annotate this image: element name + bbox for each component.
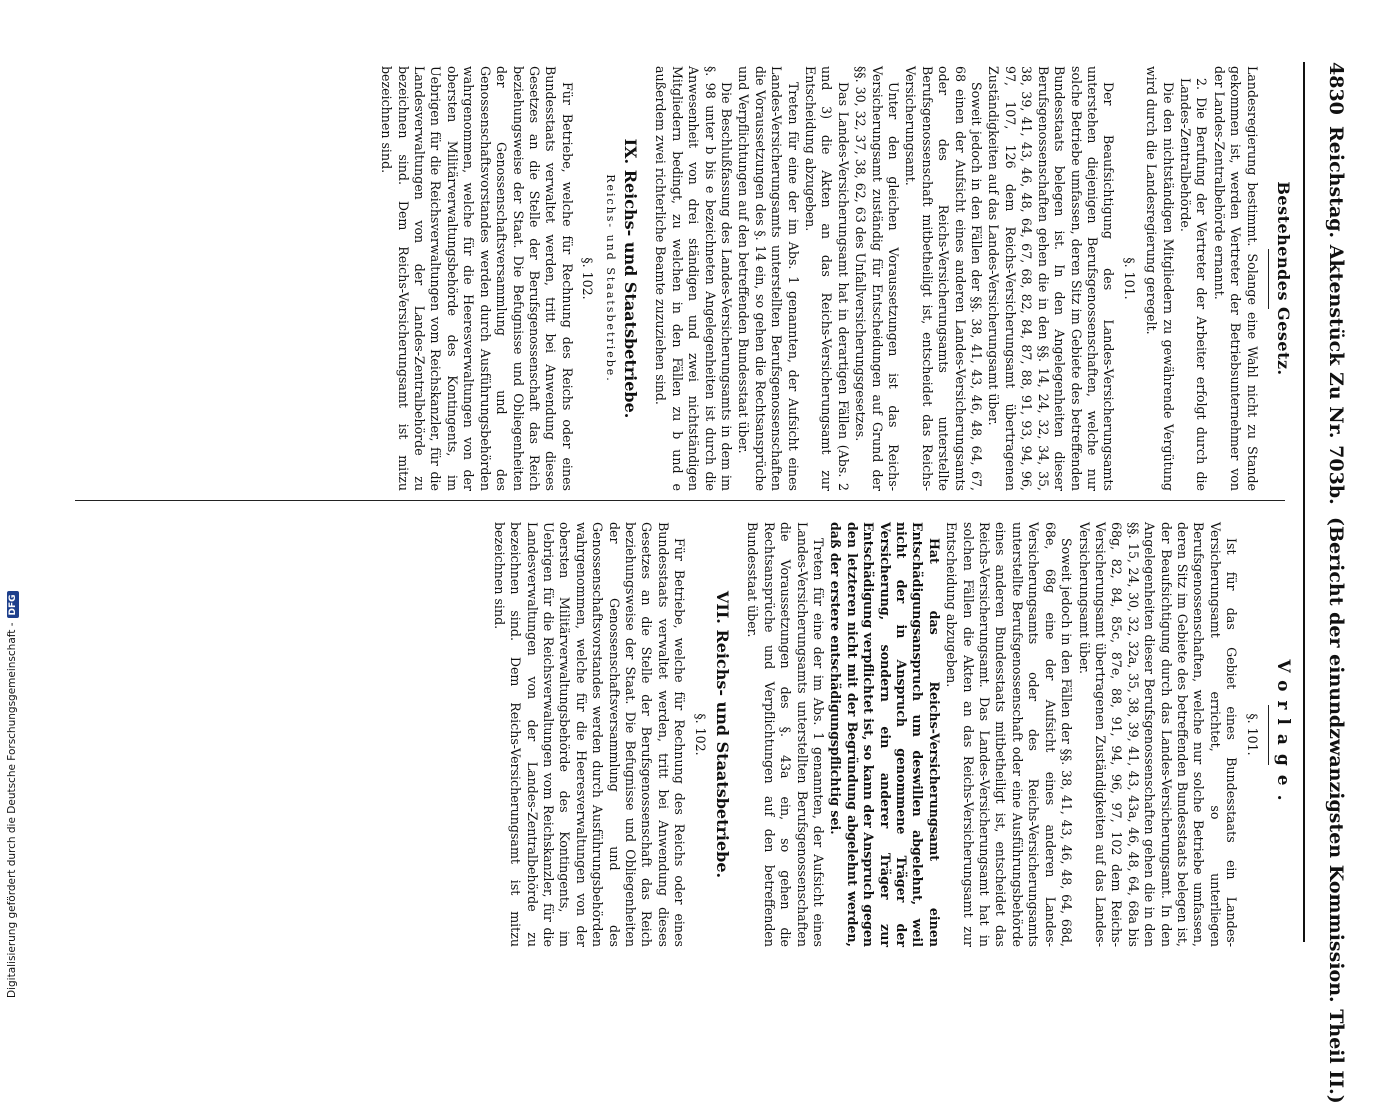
paragraph: Unter den gleichen Voraussetzungen ist das Reichs-Versicherungsamt zuständig für Entscheidungen auf Grund der §§. 30, 32, 37, 38, 62, 63 des Unfallversicherungsgesetzes. [853, 66, 902, 491]
footer-text: Digitalisierung gefördert durch die Deutsche Forschungsgemeinschaft - [6, 622, 18, 998]
left-column-title: Bestehendes Gesetz. [1274, 181, 1293, 376]
paragraph: Für Betriebe, welche für Rechnung des Reichs oder eines Bundesstaats verwaltet werden, tritt bei Anwendung dieses Gesetzes an die Stelle der Berufsgenossenschaft das Reich beziehungsweise der Staat. Die Befugnisse und Obliegenheiten der Genossenschaftsversammlung und des Genossenschaftsvorstandes werden durch Ausführungsbehörden wahrgenommen, welche für die Heeresverwaltungen von der obersten Militärverwaltungsbehörde des Kontingents, im Uebrigen für die Reichsverwaltungen vom Reichskanzler, für die Landesverwaltungen von der Landes-Zentralbehörde zu bezeichnen sind. Dem Reichs-Versicherungsamt ist mitzu bezeichnen sind. [379, 66, 575, 491]
chapter-heading: VII. Reichs- und Staatsbetriebe. [713, 590, 732, 879]
section-heading: §. 101. [1244, 713, 1260, 756]
header-document-ref: Reichstag. Aktenstück Zu Nr. 703b. [1325, 126, 1347, 505]
paragraph: Soweit jedoch in den Fällen der §§. 38, 41, 43, 46, 48, 64, 67, 68 einen der Aufsicht eines anderen Landes-Versicherungsamts oder des Reichs-Versicherungsamts unterstellte Berufsgenossenschaft mitbetheiligt ist, entscheidet das Reichs-Versicherungsamt. [903, 66, 985, 491]
header-report-ref: (Bericht der einundzwanzigsten Kommission. Theil II.) [1325, 517, 1347, 1104]
section-heading: §. 102. [580, 257, 596, 300]
paragraph: Die Beschlußfassung des Landes-Versicherungsamts in dem im §. 98 unter b bis e bezeichneten Angelegenheiten ist durch die Anwesenheit von drei ständigen und zwei nichtständigen Mitgliedern bedingt, zu welchen in den Fällen zu b und e außerdem zwei richterliche Beamte zuzuziehen sind. [653, 66, 734, 491]
dfg-logo-icon: DFG [7, 591, 19, 618]
column-divider [75, 500, 1285, 501]
title-rule [1268, 705, 1269, 765]
section-heading: §. 102. [692, 713, 708, 756]
paragraph: Das Landes-Versicherungsamt hat in derartigen Fällen (Abs. 2 und 3) die Akten an das Reichs-Versicherungsamt zur Entscheidung abzugeben. [803, 66, 851, 491]
section-heading: §. 101. [1121, 257, 1137, 300]
page-number: 4830 [1325, 62, 1347, 115]
paragraph: Landesregierung bestimmt. Solange eine Wahl nicht zu Stande gekommen ist, werden Vertreter der Betriebsunternehmer von der Landes-Zentralbehörde ernannt. [1211, 66, 1260, 491]
right-column-proposal [489, 522, 1293, 947]
left-column-existing-law [377, 66, 1293, 491]
paragraph: Soweit jedoch in den Fällen der §§. 38, 41, 43, 46, 48, 64, 68d, 68e, 68g eine der Aufsicht eines anderen Landes-Versicherungsamts oder des Reichs-Versicherungsamts unterstellte Berufsgenossenschaft oder eine Ausführungsbehörde eines anderen Bundesstaats mitbetheiligt ist, entscheidet das Reichs-Versicherungsamt. Das Landes-Versicherungsamt hat in solchen Fällen die Akten an das Reichs-Versicherungsamt zur Entscheidung abzugeben. [944, 522, 1075, 947]
header-rule [1303, 62, 1305, 942]
paragraph: Die den nichtständigen Mitgliedern zu gewährende Vergütung wird durch die Landesregierung geregelt. [1144, 66, 1176, 491]
paragraph: Der Beaufsichtigung des Landes-Versicherungsamts unterstehen diejenigen Berufsgenossenschaften, welche nur solche Betriebe umfassen, deren Sitz im Gebiete des betreffenden Bundesstaats belegen ist. In den Angelegenheiten dieser Berufsgenossenschaften gehen die in den §§. 14, 24, 32, 34, 35, 38, 39, 41, 43, 46, 48, 64, 67, 68, 82, 84, 87, 88, 91, 93, 94, 96, 97, 107, 126 dem Reichs-Versicherungsamt übertragenen Zuständigkeiten auf das Landes-Versicherungsamt über. [986, 66, 1117, 491]
right-column-title: Vorlage. [1273, 659, 1293, 810]
page-header [1311, 62, 1351, 1104]
title-rule [1268, 249, 1269, 309]
paragraph: Hat das Reichs-Versicherungsamt einen Entschädigungsanspruch um deswillen abgelehnt, weil nicht der in Anspruch genommene Träger der Versicherung, sondern ein anderer Träger zur Entschädigung verpflichtet ist, so kann der Anspruch gegen den letzteren nicht mit der Begründung abgelehnt werden, daß der erstere entschädigungspflichtig sei. [828, 522, 942, 947]
paragraph: 2. Die Berufung der Vertreter der Arbeiter erfolgt durch die Landes-Zentralbehörde. [1177, 78, 1210, 491]
digitization-footer [6, 591, 19, 998]
paragraph: Für Betriebe, welche für Rechnung des Reichs oder eines Bundesstaats verwaltet werden, tritt bei Anwendung dieses Gesetzes an die Stelle der Berufsgenossenschaft das Reich beziehungsweise der Staat. Die Befugnisse und Obliegenheiten der Genossenschaftsversammlung und des Genossenschaftsvorstandes werden durch Ausführungsbehörden wahrgenommen, welche für die Heeresverwaltungen von der obersten Militärverwaltungsbehörde des Kontingents, im Uebrigen für die Reichsverwaltungen vom Reichskanzler, für die Landesverwaltungen von der Landes-Zentralbehörde zu bezeichnen sind. Dem Reichs-Versicherungsamt ist mitzu bezeichnen sind. [491, 522, 688, 947]
paragraph: Treten für eine der im Abs. 1 genannten, der Aufsicht eines Landes-Versicherungsamts unterstellten Berufsgenossenschaften die Voraussetzungen des §. 14 ein, so gehen die Rechtsansprüche und Verpflichtungen auf den betreffenden Bundesstaat über. [736, 66, 801, 491]
paragraph: Treten für eine der im Abs. 1 genannten, der Aufsicht eines Landes-Versicherungsamts unterstellten Berufsgenossenschaften die Voraussetzungen des §. 43a ein, so gehen die Rechtsansprüche und Verpflichtungen auf den betreffenden Bundesstaat über. [745, 522, 827, 947]
chapter-heading: IX. Reichs- und Staatsbetriebe. [620, 138, 640, 419]
chapter-subheading: Reichs- und Staatsbetriebe. [603, 174, 617, 383]
paragraph: Ist für das Gebiet eines Bundesstaats ein Landes-Versicherungsamt errichtet, so unterliegen Berufsgenossenschaften, welche nur solche Betriebe umfassen, deren Sitz im Gebiete des betreffenden Bundesstaats belegen ist, der Beaufsichtigung durch das Landes-Versicherungsamt. In den Angelegenheiten dieser Berufsgenossenschaften gehen die in den §§. 15, 24, 30, 32, 32a, 35, 38, 39, 41, 43, 43a, 46, 48, 64, 68a bis 68g, 82, 84, 85c, 87e, 88, 91, 94, 96, 97, 102 dem Reichs-Versicherungsamt übertragenen Zuständigkeiten auf das Landes-Versicherungsamt über. [1076, 522, 1240, 947]
